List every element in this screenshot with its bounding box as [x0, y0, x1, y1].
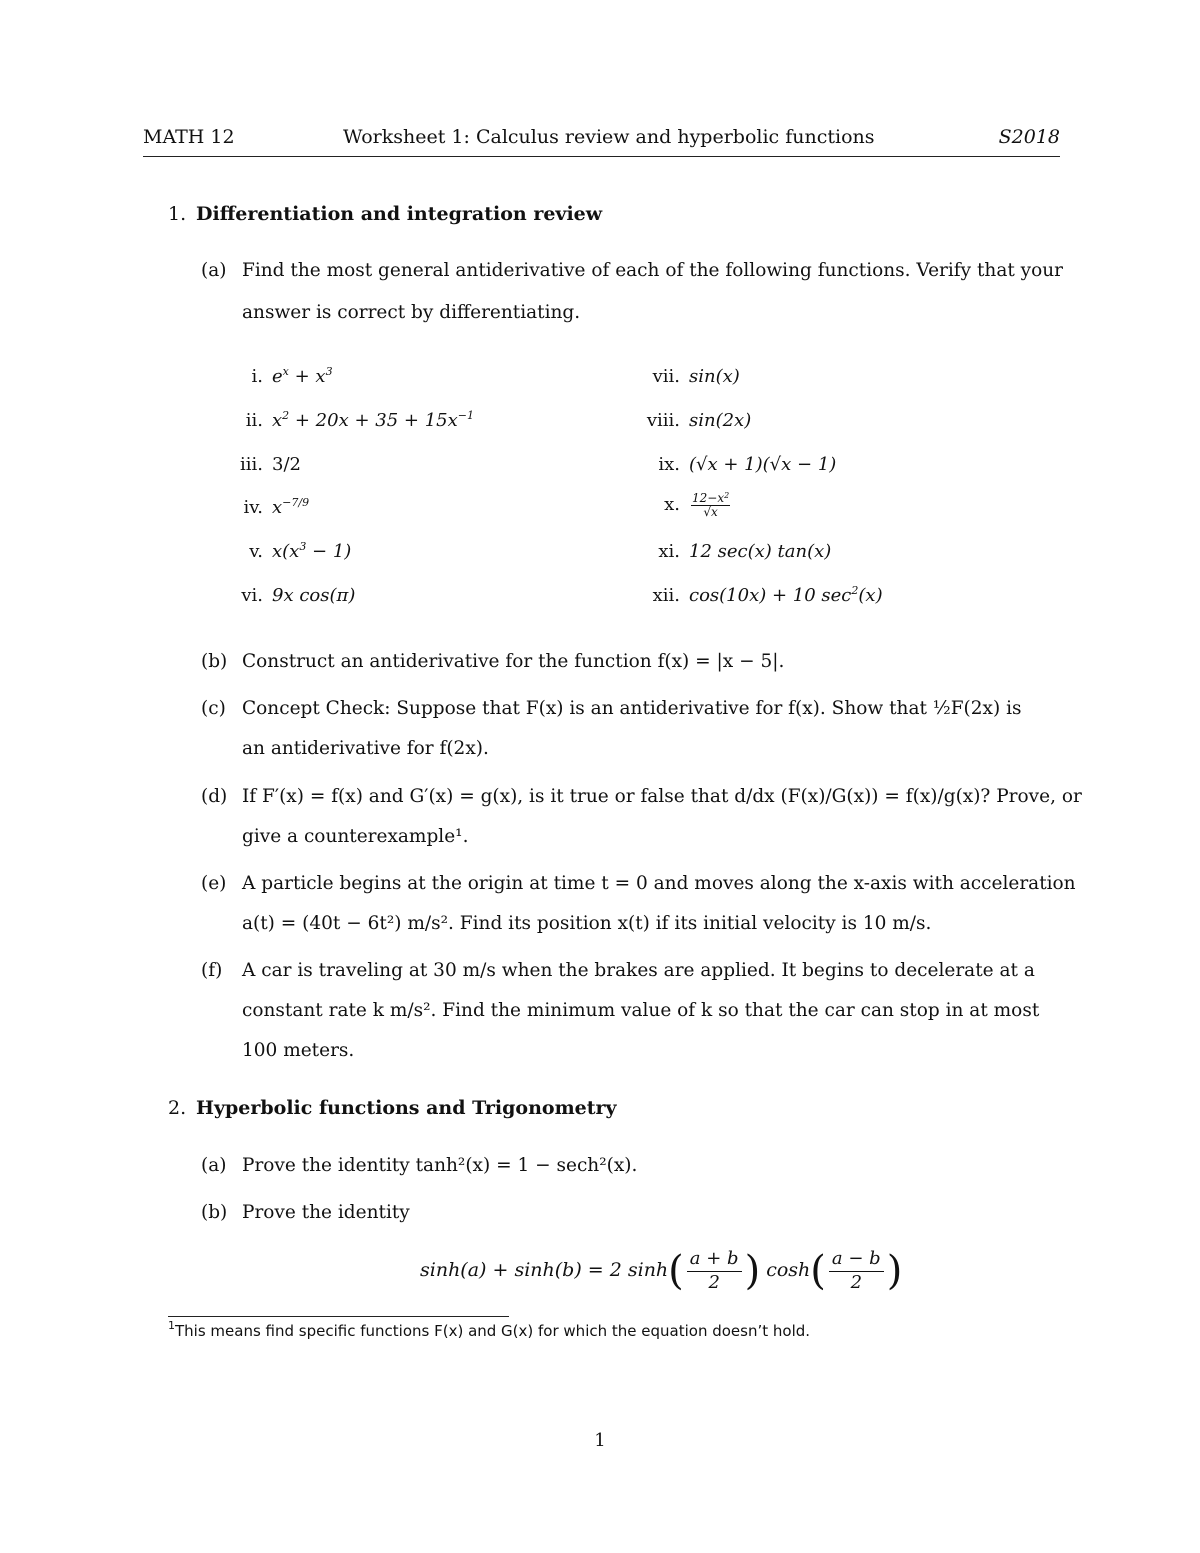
exercise-num: xii.	[652, 585, 680, 606]
problem-1f-label: (f)	[201, 960, 223, 981]
exercise-ix	[640, 454, 836, 475]
exercise-x	[640, 492, 732, 518]
footnote-mark: 1	[168, 1319, 175, 1332]
exercise-num: x.	[664, 494, 680, 516]
exercise-num: iii.	[240, 454, 263, 475]
problem-1d	[201, 786, 1082, 807]
exercise-expr: sin(2x)	[689, 410, 752, 431]
problem-1f-line3: 100 meters.	[242, 1040, 355, 1061]
exercise-iv	[223, 497, 309, 518]
problem-2a-text: Prove the identity tanh²(x) = 1 − sech²(x).	[242, 1155, 638, 1176]
exercise-expr: $x^2 + 20x + 35 + 15x^{-1}$	[272, 409, 474, 431]
problem-1a	[201, 260, 1063, 281]
problem-2b	[201, 1202, 410, 1223]
exercise-num: ix.	[658, 454, 680, 475]
exercise-expr: $e^x + x^3$	[272, 365, 333, 387]
section-2-title: Hyperbolic functions and Trigonometry	[196, 1097, 617, 1119]
footnote	[168, 1319, 811, 1340]
exercise-v	[223, 541, 351, 562]
problem-1f-line2: constant rate k m/s². Find the minimum value of k so that the car can stop in at most	[242, 1000, 1040, 1021]
exercise-expr: $\frac{12-x^2}{√x}$	[692, 491, 730, 519]
exercise-vii	[640, 366, 740, 387]
exercise-viii	[640, 410, 751, 431]
section-1-title: Differentiation and integration review	[196, 203, 603, 225]
exercise-num: iv.	[243, 497, 263, 518]
exercise-expr: 9x cos(π)	[272, 585, 356, 606]
problem-1f-line1: A car is traveling at 30 m/s when the brakes are applied. It begins to decelerate at a	[242, 960, 1035, 981]
problem-1b-text: Construct an antiderivative for the function f(x) = |x − 5|.	[242, 651, 785, 672]
exercise-num: v.	[249, 541, 263, 562]
exercise-expr: (√x + 1)(√x − 1)	[689, 454, 837, 475]
exercise-xi	[640, 541, 831, 562]
exercise-iii	[223, 454, 301, 475]
problem-1a-line2: answer is correct by differentiating.	[242, 302, 581, 323]
section-1-number: 1.	[168, 203, 187, 225]
worksheet-title: Worksheet 1: Calculus review and hyperbolic functions	[343, 126, 875, 148]
footnote-rule	[168, 1316, 509, 1317]
exercise-expr: $x^{-7/9}$	[272, 496, 310, 518]
exercise-num: vi.	[241, 585, 263, 606]
problem-1c-label: (c)	[201, 698, 226, 719]
exercise-ii	[223, 410, 474, 431]
term-label: S2018	[998, 126, 1060, 148]
problem-2a-label: (a)	[201, 1155, 227, 1176]
footnote-text: This means find specific functions F(x) and G(x) for which the equation doesn’t hold.	[175, 1322, 811, 1340]
problem-1d-line2: give a counterexample¹.	[242, 826, 469, 847]
problem-1c-line1: Concept Check: Suppose that F(x) is an antiderivative for f(x). Show that ½F(2x) is	[242, 698, 1022, 719]
section-2-number: 2.	[168, 1097, 187, 1119]
problem-1f	[201, 960, 1035, 981]
problem-2a	[201, 1155, 637, 1176]
problem-1d-label: (d)	[201, 786, 228, 807]
problem-1b	[201, 651, 784, 672]
problem-2b-text: Prove the identity	[242, 1202, 410, 1223]
problem-1e-line2: a(t) = (40t − 6t²) m/s². Find its position x(t) if its initial velocity is 10 m/s.	[242, 913, 932, 934]
problem-1c	[201, 698, 1021, 719]
problem-1d-line1: If F′(x) = f(x) and G′(x) = g(x), is it true or false that d/dx (F(x)/G(x)) = f(x)/g(x)? Prove, or	[242, 786, 1082, 807]
display-equation: sinh(a) + sinh(b) = 2 sinh( $\frac{a + b}{2}$ ) cosh( $\frac{a - b}{2}$ )	[420, 1248, 903, 1294]
problem-1b-label: (b)	[201, 651, 228, 672]
page-number: 1	[594, 1430, 606, 1451]
exercise-xii	[640, 585, 883, 606]
exercise-num: ii.	[245, 410, 263, 431]
section-2-heading	[168, 1097, 617, 1119]
exercise-expr: 12 sec(x) tan(x)	[689, 541, 832, 562]
problem-2b-label: (b)	[201, 1202, 228, 1223]
problem-1e-label: (e)	[201, 873, 227, 894]
exercise-num: i.	[251, 366, 263, 387]
exercise-vi	[223, 585, 355, 606]
problem-1c-line2: an antiderivative for f(2x).	[242, 738, 489, 759]
problem-1a-line1: Find the most general antiderivative of each of the following functions. Verify that your	[242, 260, 1064, 281]
problem-1a-label: (a)	[201, 260, 227, 281]
exercise-expr: sin(x)	[689, 366, 740, 387]
section-1-heading	[168, 203, 602, 225]
exercise-expr: 3/2	[272, 454, 301, 475]
course-code: MATH 12	[143, 126, 235, 148]
problem-1e	[201, 873, 1076, 894]
exercise-expr: $x(x^3 - 1)$	[272, 540, 352, 562]
page-header	[143, 126, 1060, 157]
exercise-num: xi.	[658, 541, 680, 562]
problem-1e-line1: A particle begins at the origin at time t = 0 and moves along the x-axis with acceleration	[242, 873, 1076, 894]
exercise-num: vii.	[652, 366, 680, 387]
exercise-i	[223, 366, 333, 387]
exercise-num: viii.	[646, 410, 680, 431]
exercise-expr: cos(10x) + 10 $\sec^2(x)$	[689, 584, 883, 606]
